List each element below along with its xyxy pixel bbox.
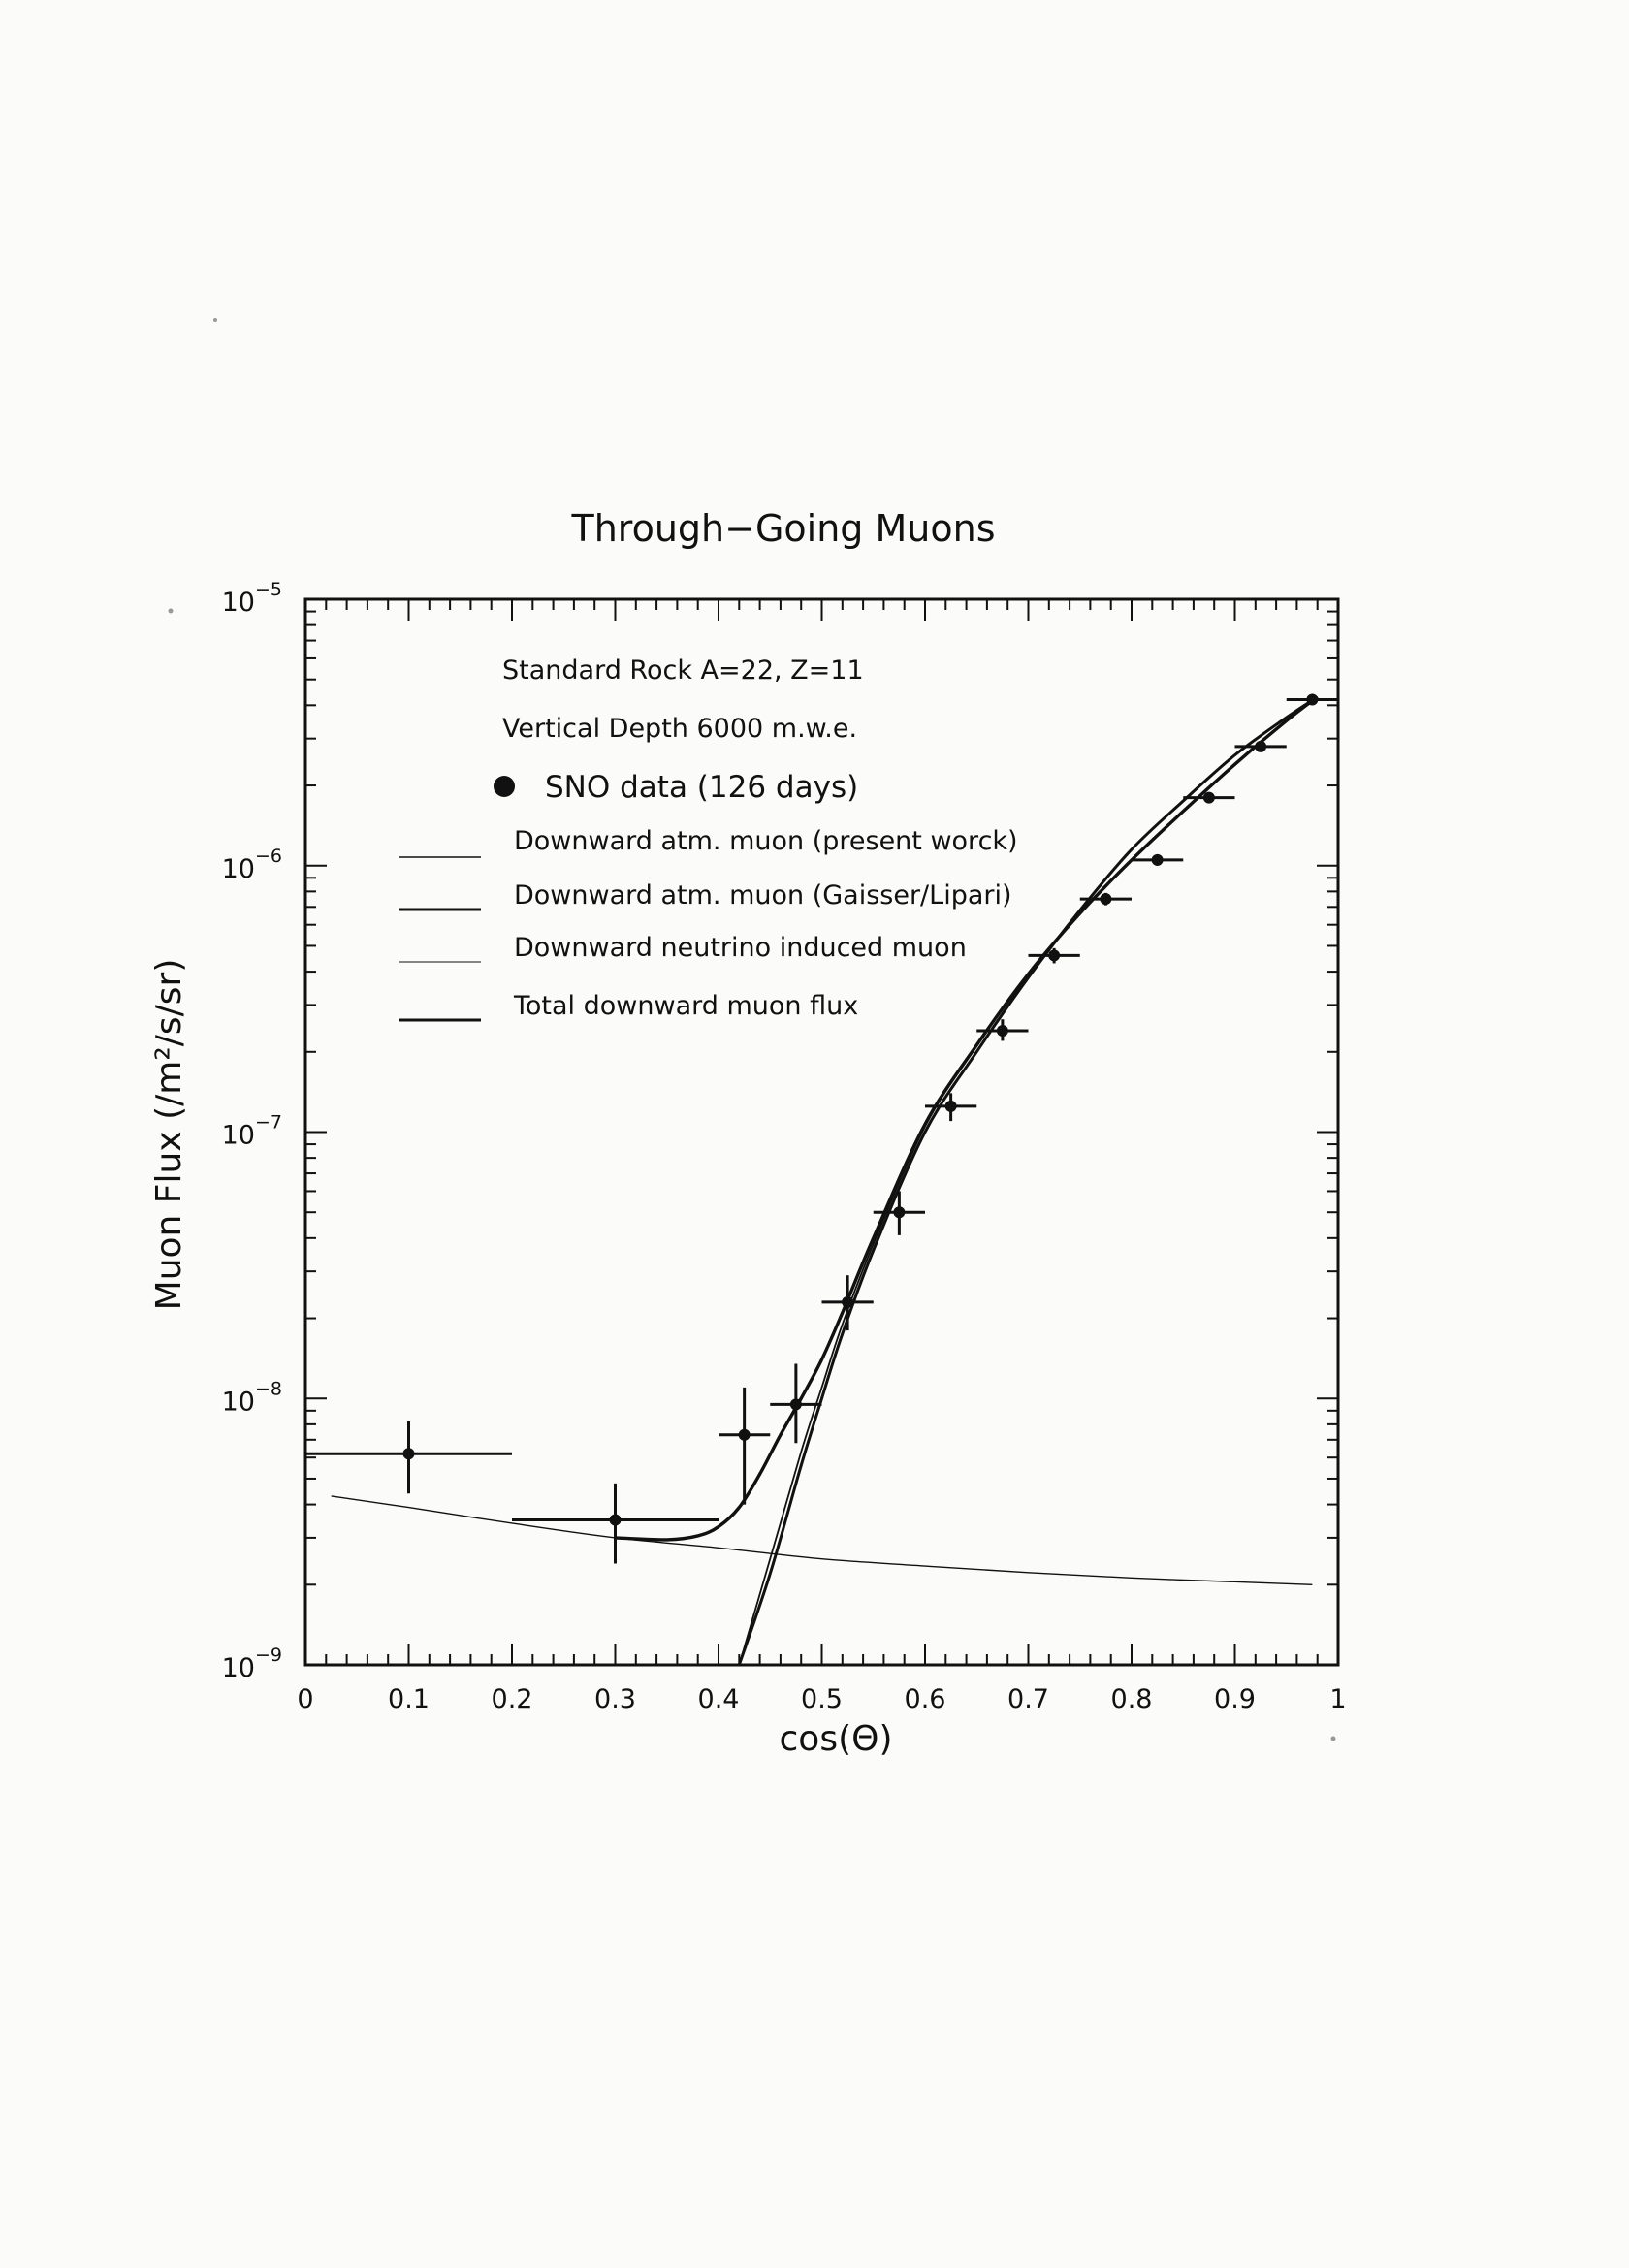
legend-label-neutrino: Downward neutrino induced muon xyxy=(514,933,967,963)
x-tick-label: 0.7 xyxy=(1007,1684,1049,1714)
x-tick-label: 0.6 xyxy=(904,1684,946,1714)
data-marker xyxy=(610,1515,622,1526)
legend-label-total: Total downward muon flux xyxy=(514,991,859,1021)
y-tick-labels xyxy=(222,579,282,1683)
data-marker xyxy=(1152,854,1164,866)
x-tick-label: 0 xyxy=(297,1684,314,1714)
curve-neutrino-induced xyxy=(332,1496,1313,1584)
annotation-rock: Standard Rock A=22, Z=11 xyxy=(502,655,864,686)
data-marker xyxy=(739,1429,751,1441)
x-tick-label: 0.4 xyxy=(697,1684,740,1714)
y-tick-label-e-5: $10^{-5}$ xyxy=(221,579,282,618)
x-tick-label: 0.9 xyxy=(1214,1684,1256,1714)
legend-label-gaisser-lipari: Downward atm. muon (Gaisser/Lipari) xyxy=(514,880,1012,910)
chart-title: Through−Going Muons xyxy=(571,507,996,550)
x-tick-labels xyxy=(297,1684,1346,1714)
data-marker xyxy=(842,1296,853,1308)
legend-data-marker xyxy=(494,776,515,797)
data-marker xyxy=(1203,792,1215,804)
data-point xyxy=(1287,694,1338,706)
legend-data-label: SNO data (126 days) xyxy=(545,770,859,805)
y-tick-label-e-9: $10^{-9}$ xyxy=(221,1645,282,1683)
data-point xyxy=(305,1421,512,1493)
data-point xyxy=(1132,854,1183,866)
x-tick-label: 0.8 xyxy=(1110,1684,1153,1714)
data-marker xyxy=(1306,694,1318,706)
curve-total xyxy=(616,697,1318,1540)
x-tick-label: 0.1 xyxy=(388,1684,430,1714)
y-axis-title: Muon Flux (/m²/s/sr) xyxy=(149,958,189,1311)
data-marker xyxy=(945,1101,957,1112)
x-tick-label: 0.2 xyxy=(491,1684,533,1714)
legend-label-present-work: Downward atm. muon (present worck) xyxy=(514,826,1018,856)
data-point xyxy=(976,1019,1028,1040)
legend xyxy=(399,770,1018,1021)
data-marker xyxy=(1048,949,1060,961)
data-point xyxy=(512,1484,719,1564)
x-tick-label: 0.5 xyxy=(801,1684,843,1714)
x-tick-label: 0.3 xyxy=(594,1684,636,1714)
data-points xyxy=(305,694,1338,1564)
data-point xyxy=(719,1388,770,1505)
annotation-depth: Vertical Depth 6000 m.w.e. xyxy=(502,714,858,744)
data-marker xyxy=(997,1025,1008,1037)
data-marker xyxy=(790,1398,802,1410)
y-tick-label-e-6: $10^{-6}$ xyxy=(221,845,282,884)
data-marker xyxy=(403,1448,415,1459)
plot-frame xyxy=(305,599,1338,1665)
axis-ticks xyxy=(305,599,1338,1665)
data-marker xyxy=(1255,741,1266,752)
data-marker xyxy=(1100,893,1111,905)
data-point xyxy=(822,1275,874,1330)
scan-speck xyxy=(1331,1737,1336,1741)
x-tick-label: 1 xyxy=(1329,1684,1347,1714)
scan-speck xyxy=(169,609,174,614)
data-marker xyxy=(893,1206,905,1218)
y-tick-label-e-7: $10^{-7}$ xyxy=(221,1111,282,1151)
data-point xyxy=(1029,948,1080,964)
y-tick-label-e-8: $10^{-8}$ xyxy=(221,1378,282,1418)
x-axis-title: cos(Θ) xyxy=(779,1719,893,1759)
scan-speck xyxy=(213,318,217,322)
